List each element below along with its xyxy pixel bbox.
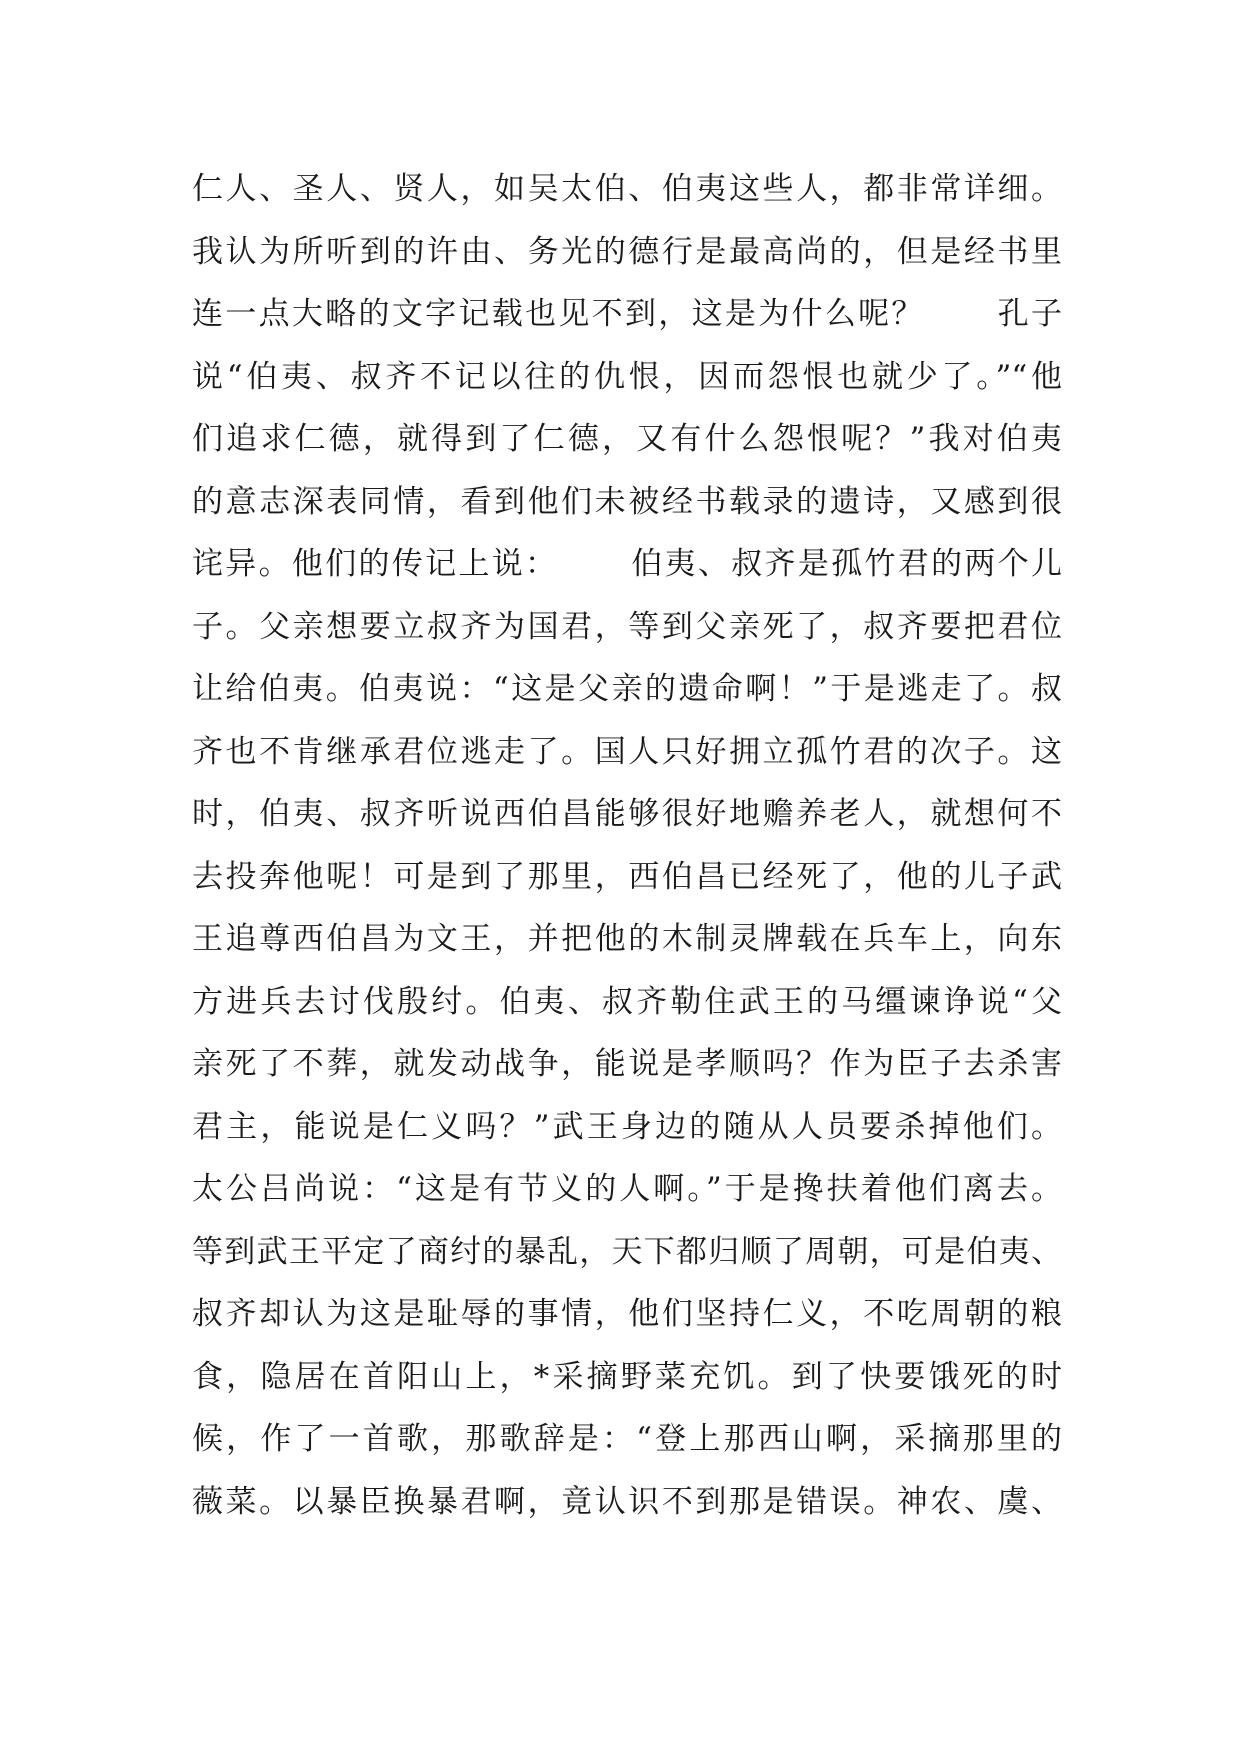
- text-line: 连一点大略的文字记载也见不到，这是为什么呢？ 孔子: [192, 296, 1062, 332]
- text-line: 让给伯夷。伯夷说：“这是父亲的遗命啊！”于是逃走了。叔: [192, 671, 1062, 707]
- text-line: 候，作了一首歌，那歌辞是：“登上那西山啊，采摘那里的: [192, 1421, 1062, 1457]
- text-line: 薇菜。以暴臣换暴君啊，竟认识不到那是错误。神农、虞、: [192, 1483, 1062, 1520]
- text-line: 仁人、圣人、贤人，如吴太伯、伯夷这些人，都非常详细。: [192, 171, 1062, 207]
- text-line: 叔齐却认为这是耻辱的事情，他们坚持仁义，不吃周朝的粮: [192, 1296, 1062, 1332]
- text-line: 方进兵去讨伐殷纣。伯夷、叔齐勒住武王的马缰谏诤说“父: [192, 983, 1062, 1020]
- text-line: 诧异。他们的传记上说： 伯夷、叔齐是孤竹君的两个儿: [192, 546, 1062, 582]
- text-line: 亲死了不葬，就发动战争，能说是孝顺吗？作为臣子去杀害: [192, 1046, 1062, 1082]
- text-line: 子。父亲想要立叔齐为国君，等到父亲死了，叔齐要把君位: [192, 608, 1062, 645]
- text-line: 齐也不肯继承君位逃走了。国人只好拥立孤竹君的次子。这: [192, 733, 1062, 770]
- text-line: 我认为所听到的许由、务光的德行是最高尚的，但是经书里: [192, 233, 1062, 270]
- text-line: 说“伯夷、叔齐不记以往的仇恨，因而怨恨也就少了。”“他: [192, 358, 1062, 395]
- text-line: 的意志深表同情，看到他们未被经书载录的遗诗，又感到很: [192, 483, 1062, 520]
- body-text: [192, 158, 1062, 1533]
- text-line: 等到武王平定了商纣的暴乱，天下都归顺了周朝，可是伯夷、: [192, 1233, 1062, 1270]
- text-line: 王追尊西伯昌为文王，并把他的木制灵牌载在兵车上，向东: [192, 921, 1062, 957]
- text-line: 时，伯夷、叔齐听说西伯昌能够很好地赡养老人，就想何不: [192, 796, 1062, 832]
- text-line: 君主，能说是仁义吗？”武王身边的随从人员要杀掉他们。: [192, 1108, 1062, 1145]
- text-line: 们追求仁德，就得到了仁德，又有什么怨恨呢？”我对伯夷: [192, 421, 1062, 457]
- text-line: 食，隐居在首阳山上，*采摘野菜充饥。到了快要饿死的时: [192, 1358, 1062, 1395]
- text-line: 太公吕尚说：“这是有节义的人啊。”于是搀扶着他们离去。: [192, 1171, 1062, 1207]
- text-line: 去投奔他呢！可是到了那里，西伯昌已经死了，他的儿子武: [192, 858, 1062, 895]
